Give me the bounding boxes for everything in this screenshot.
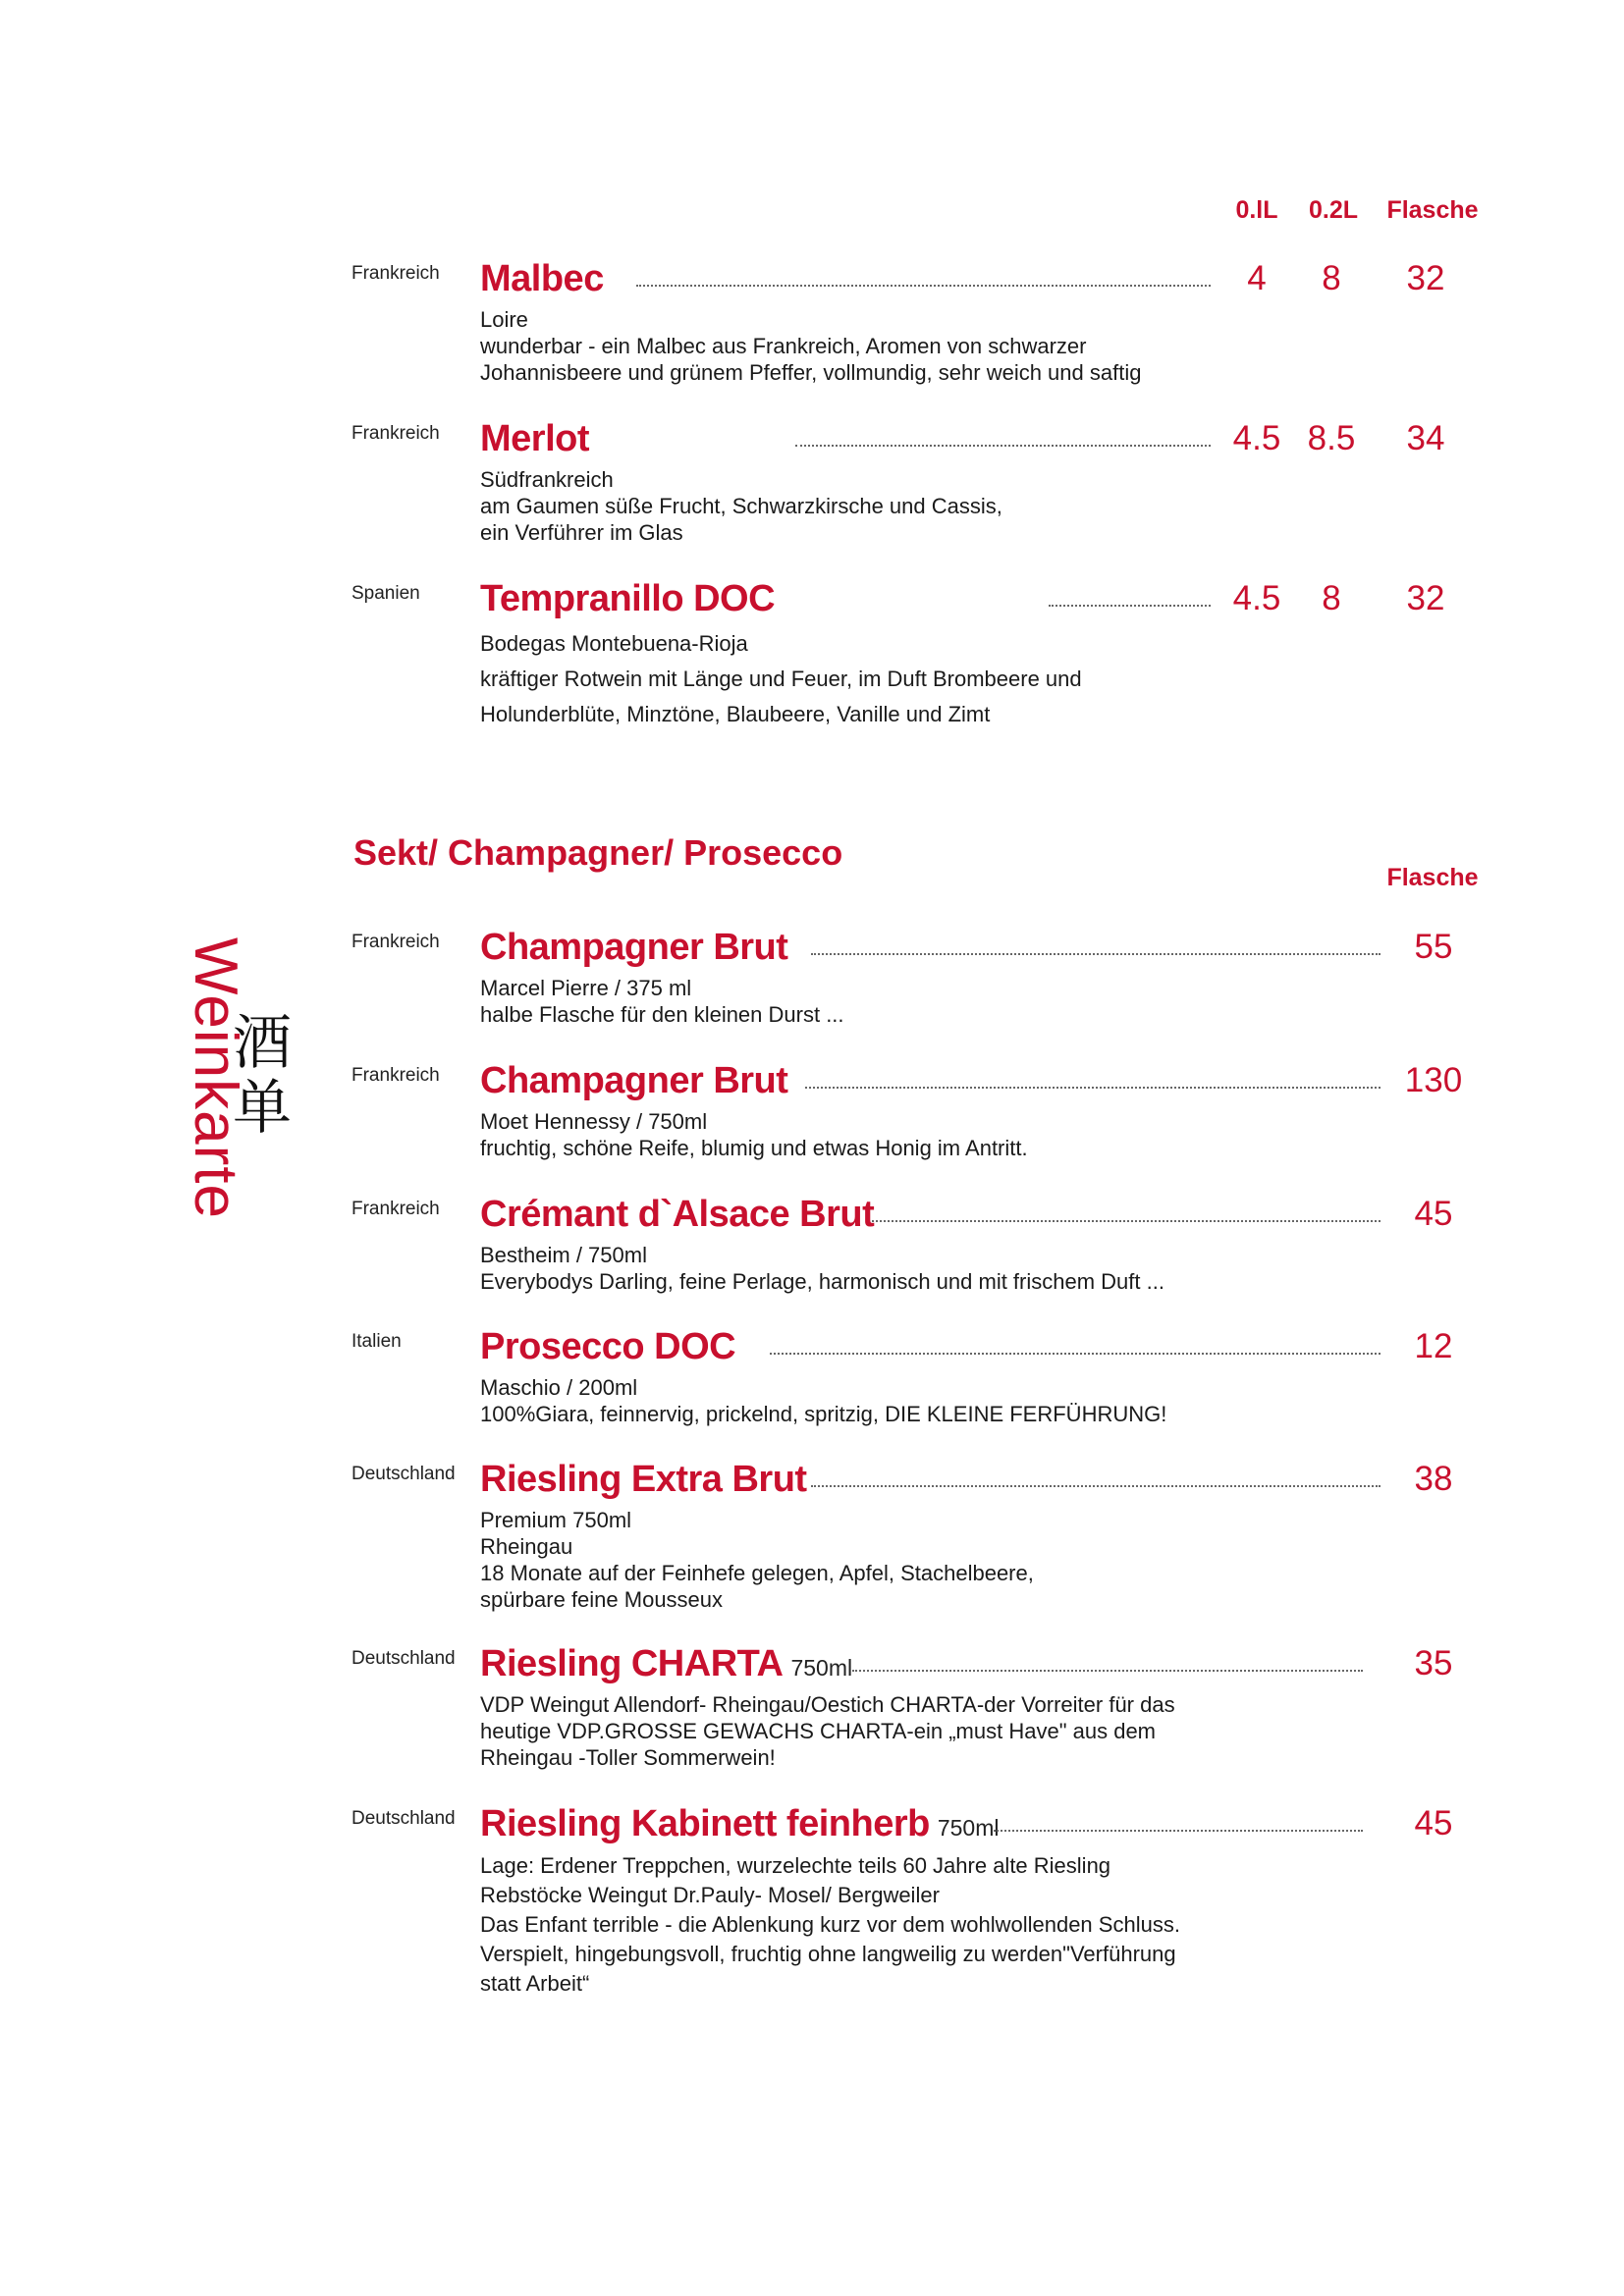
column-header-flasche: Flasche	[1386, 864, 1479, 891]
price-02l: 8	[1322, 259, 1341, 297]
wine-size: 750ml	[937, 1815, 1000, 1841]
price-02l: 8	[1322, 579, 1341, 617]
wine-description: Bodegas Montebuena-Rioja kräftiger Rotwein mit Länge und Feuer, im Duft Brombeere und Holunderblüte, Minztöne, Blaubeere, Vanille und Zimt	[480, 631, 1082, 726]
price-01l: 4	[1247, 259, 1267, 297]
dot-leader	[872, 1218, 1380, 1222]
side-title-chinese	[228, 1011, 297, 1141]
wine-name: Riesling Kabinett feinherb	[480, 1803, 930, 1844]
wine-name: Merlot	[480, 418, 589, 459]
wine-name: Crémant d`Alsace Brut	[480, 1194, 875, 1235]
dot-leader	[811, 1483, 1380, 1487]
wine-description: VDP Weingut Allendorf- Rheingau/Oestich CHARTA-der Vorreiter für das heutige VDP.GROSSE GEWACHS CHARTA-ein „must Have" aus dem Rheingau -Toller Sommerwein!	[480, 1692, 1175, 1770]
wine-country: Frankreich	[352, 932, 440, 952]
price-bottle: 12	[1414, 1327, 1453, 1365]
wine-country: Deutschland	[352, 1648, 456, 1669]
price-bottle: 34	[1406, 419, 1445, 457]
price-bottle: 45	[1414, 1195, 1453, 1233]
price-bottle: 38	[1414, 1460, 1453, 1498]
wine-description: Premium 750ml Rheingau 18 Monate auf der Feinhefe gelegen, Apfel, Stachelbeere, spürbare feine Mousseux	[480, 1508, 1034, 1612]
side-title-chinese-char: 酒	[233, 1009, 292, 1078]
price-bottle: 45	[1414, 1804, 1453, 1842]
price-02l: 8.5	[1307, 419, 1356, 457]
price-bottle: 35	[1414, 1644, 1453, 1682]
wine-description: Südfrankreich am Gaumen süße Frucht, Schwarzkirsche und Cassis, ein Verführer im Glas	[480, 467, 1002, 545]
wine-name: Riesling CHARTA	[480, 1643, 784, 1684]
dot-leader	[811, 951, 1380, 955]
wine-name: Champagner Brut	[480, 1060, 788, 1101]
wine-name: Champagner Brut	[480, 927, 788, 968]
wine-name: Tempranillo DOC	[480, 578, 776, 619]
dot-leader	[994, 1828, 1363, 1832]
dot-leader	[852, 1668, 1363, 1672]
wine-name: Prosecco DOC	[480, 1326, 736, 1367]
wine-country: Italien	[352, 1331, 402, 1352]
price-01l: 4.5	[1232, 579, 1281, 617]
wine-country: Frankreich	[352, 1065, 440, 1086]
column-header-flasche: Flasche	[1386, 196, 1479, 224]
section-title: Sekt/ Champagner/ Prosecco	[353, 832, 843, 873]
price-bottle: 130	[1404, 1061, 1463, 1099]
wine-description: Maschio / 200ml 100%Giara, feinnervig, prickelnd, spritzig, DIE KLEINE FERFÜHRUNG!	[480, 1375, 1167, 1426]
column-header-02l: 0.2L	[1308, 196, 1359, 224]
wine-description: Bestheim / 750ml Everybodys Darling, feine Perlage, harmonisch und mit frischem Duft ...	[480, 1243, 1164, 1294]
wine-size: 750ml	[790, 1655, 853, 1681]
dot-leader	[795, 443, 1211, 447]
dot-leader	[636, 283, 1211, 287]
wine-country: Spanien	[352, 583, 420, 604]
price-bottle: 32	[1406, 259, 1445, 297]
wine-country: Deutschland	[352, 1808, 456, 1829]
wine-description: Moet Hennessy / 750ml fruchtig, schöne Reife, blumig und etwas Honig im Antritt.	[480, 1109, 1028, 1160]
wine-country: Frankreich	[352, 1199, 440, 1219]
dot-leader	[770, 1351, 1380, 1355]
wine-country: Frankreich	[352, 423, 440, 444]
wine-name: Riesling Extra Brut	[480, 1459, 807, 1500]
wine-description: Lage: Erdener Treppchen, wurzelechte teils 60 Jahre alte Riesling Rebstöcke Weingut Dr.Pauly- Mosel/ Bergweiler Das Enfant terrible - die Ablenkung kurz vor dem wohlwollenden Schluss. Verspielt, hingebungsvoll, fruchtig ohne langweilig zu werden"Verführung statt Arbeit“	[480, 1853, 1180, 1996]
dot-leader	[805, 1085, 1380, 1089]
dot-leader	[1049, 603, 1211, 607]
price-bottle: 55	[1414, 928, 1453, 966]
wine-country: Frankreich	[352, 263, 440, 284]
side-title-german: Weinkarte	[182, 937, 249, 1219]
wine-name: Malbec	[480, 258, 604, 299]
column-header-01l: 0.lL	[1235, 196, 1278, 224]
wine-description: Marcel Pierre / 375 ml halbe Flasche für den kleinen Durst ...	[480, 976, 844, 1027]
price-01l: 4.5	[1232, 419, 1281, 457]
price-bottle: 32	[1406, 579, 1445, 617]
wine-country: Deutschland	[352, 1464, 456, 1484]
side-title-chinese-char: 单	[233, 1074, 292, 1143]
wine-description: Loire wunderbar - ein Malbec aus Frankreich, Aromen von schwarzer Johannisbeere und grünem Pfeffer, vollmundig, sehr weich und saftig	[480, 307, 1142, 385]
